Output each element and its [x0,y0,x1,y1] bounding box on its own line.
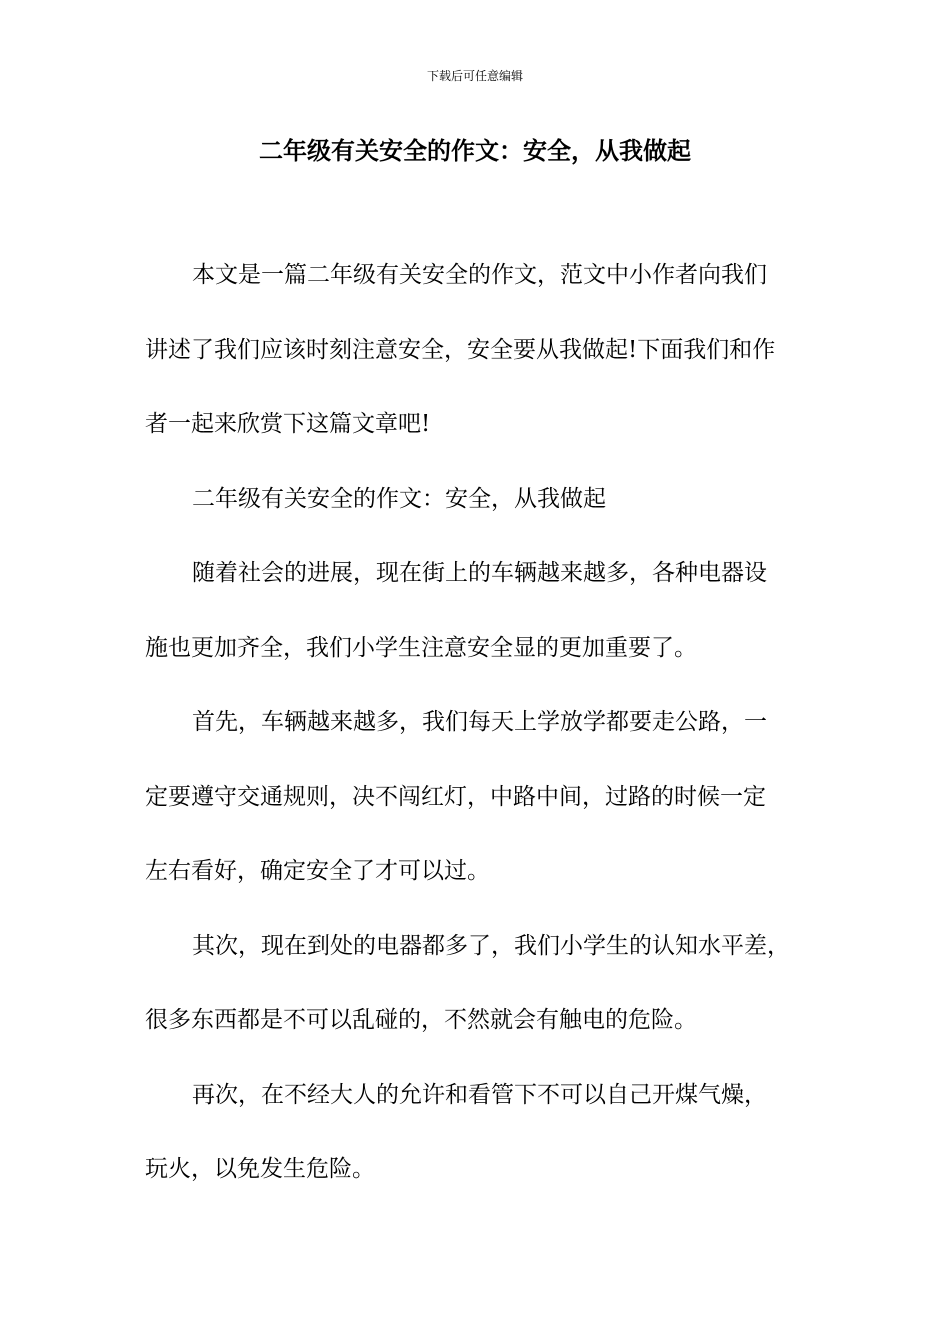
document-title: 二年级有关安全的作文：安全，从我做起 [259,137,691,165]
paragraph-line: 首先，车辆越来越多，我们每天上学放学都要走公路，一 [192,709,767,735]
document-body [145,253,810,1222]
paragraph-line: 定要遵守交通规则，决不闯红灯，中路中间，过路的时候一定 [145,783,766,810]
header-note: 下载后可任意编辑 [426,69,523,83]
paragraph-line: 再次，在不经大人的允许和看管下不可以自己开煤气燥， [192,1081,767,1108]
paragraph-line: 随着社会的进展，现在街上的车辆越来越多，各种电器设 [192,560,767,586]
paragraph-line: 本文是一篇二年级有关安全的作文，范文中小作者向我们 [192,262,767,288]
paragraph-line: 施也更加齐全，我们小学生注意安全显的更加重要了。 [145,634,697,661]
paragraph-line: 者一起来欣赏下这篇文章吧! [145,411,431,437]
paragraph-line: 其次，现在到处的电器都多了，我们小学生的认知水平差， [192,932,790,959]
paragraph-line: 讲述了我们应该时刻注意安全，安全要从我做起!下面我们和作 [145,336,776,363]
paragraph-line: 左右看好，确定安全了才可以过。 [145,858,490,884]
subtitle-line: 二年级有关安全的作文：安全，从我做起 [192,485,606,512]
paragraph-line: 玩火，以免发生危险。 [145,1156,375,1182]
paragraph-line: 很多东西都是不可以乱碰的，不然就会有触电的危险。 [145,1007,697,1033]
